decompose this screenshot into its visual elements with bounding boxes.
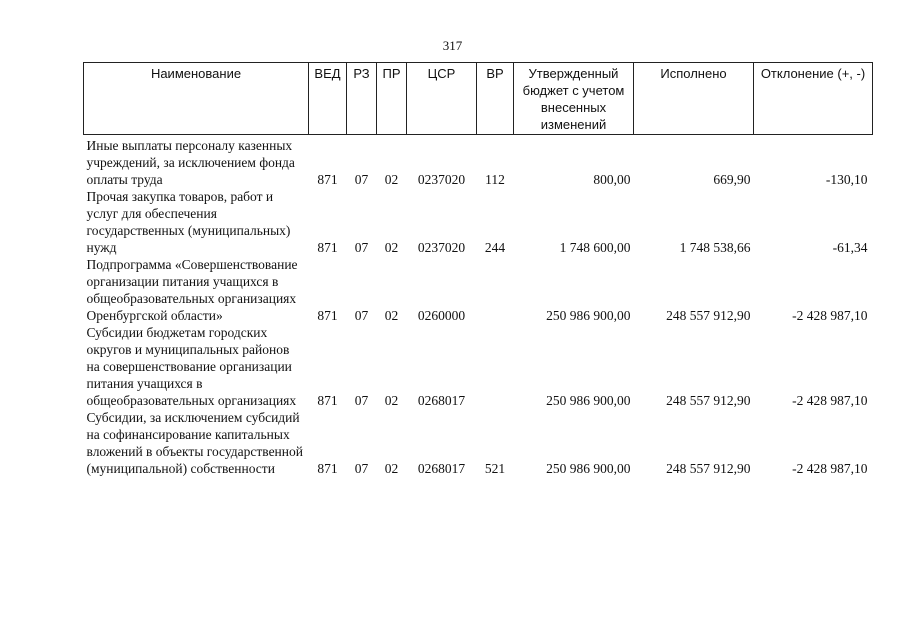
- cell-executed: 248 557 912,90: [666, 308, 751, 323]
- table-row: [84, 324, 873, 409]
- budget-execution-table: [83, 62, 873, 477]
- cell-executed: 248 557 912,90: [666, 393, 751, 408]
- cell-vr: 521: [484, 461, 506, 476]
- header-executed: Исполнено: [634, 63, 754, 135]
- cell-csr: 0260000: [417, 308, 466, 323]
- cell-name: Субсидии бюджетам городских округов и муниципальных районов на совершенствование организации питания учащихся в общеобразовательных организациях: [86, 325, 297, 408]
- header-vr: ВР: [477, 63, 514, 135]
- cell-vr: [477, 324, 514, 409]
- cell-vr: [477, 256, 514, 324]
- table-body: [84, 135, 873, 478]
- cell-deviation: -130,10: [825, 172, 868, 187]
- page-number: 317: [442, 38, 463, 53]
- cell-name: Подпрограмма «Совершенствование организации питания учащихся в общеобразовательных организациях Оренбургской области»: [86, 257, 298, 323]
- cell-deviation: -61,34: [832, 240, 868, 255]
- cell-ved: 871: [317, 461, 338, 476]
- cell-rz: 07: [354, 172, 369, 187]
- cell-rz: 07: [354, 461, 369, 476]
- cell-name: Прочая закупка товаров, работ и услуг для обеспечения государственных (муниципальных) нужд: [86, 189, 291, 255]
- cell-csr: 0268017: [417, 461, 466, 476]
- header-name: Наименование: [84, 63, 309, 135]
- cell-approved-budget: 800,00: [593, 172, 631, 187]
- cell-pr: 02: [384, 240, 399, 255]
- cell-csr: 0268017: [417, 393, 466, 408]
- header-approved-budget: Утвержденный бюджет с учетом внесенных изменений: [514, 63, 634, 135]
- table-row: [84, 256, 873, 324]
- cell-pr: 02: [384, 308, 399, 323]
- header-row: [84, 63, 873, 135]
- cell-rz: 07: [354, 308, 369, 323]
- cell-csr: 0237020: [417, 240, 466, 255]
- cell-deviation: -2 428 987,10: [792, 461, 868, 476]
- cell-approved-budget: 250 986 900,00: [546, 461, 631, 476]
- cell-pr: 02: [384, 393, 399, 408]
- table-row: [84, 409, 873, 477]
- cell-deviation: -2 428 987,10: [792, 393, 868, 408]
- cell-approved-budget: 250 986 900,00: [546, 308, 631, 323]
- cell-name: Субсидии, за исключением субсидий на софинансирование капитальных вложений в объекты государственной (муниципальной) собственности: [86, 410, 303, 476]
- cell-approved-budget: 1 748 600,00: [559, 240, 631, 255]
- cell-rz: 07: [354, 240, 369, 255]
- cell-vr: 112: [485, 172, 505, 187]
- cell-ved: 871: [317, 240, 338, 255]
- cell-name: Иные выплаты персоналу казенных учреждений, за исключением фонда оплаты труда: [86, 138, 295, 187]
- cell-deviation: -2 428 987,10: [792, 308, 868, 323]
- cell-pr: 02: [384, 172, 399, 187]
- header-csr: ЦСР: [407, 63, 477, 135]
- cell-executed: 248 557 912,90: [666, 461, 751, 476]
- header-deviation: Отклонение (+, -): [754, 63, 873, 135]
- header-ved: ВЕД: [309, 63, 347, 135]
- cell-rz: 07: [354, 393, 369, 408]
- cell-executed: 1 748 538,66: [679, 240, 751, 255]
- table-row: [84, 135, 873, 189]
- table-row: [84, 188, 873, 256]
- cell-csr: 0237020: [417, 172, 466, 187]
- header-pr: ПР: [377, 63, 407, 135]
- cell-ved: 871: [317, 308, 338, 323]
- cell-executed: 669,90: [713, 172, 751, 187]
- cell-ved: 871: [317, 393, 338, 408]
- cell-vr: 244: [484, 240, 506, 255]
- header-rz: РЗ: [347, 63, 377, 135]
- cell-ved: 871: [317, 172, 338, 187]
- cell-pr: 02: [384, 461, 399, 476]
- table-header: [84, 63, 873, 135]
- cell-approved-budget: 250 986 900,00: [546, 393, 631, 408]
